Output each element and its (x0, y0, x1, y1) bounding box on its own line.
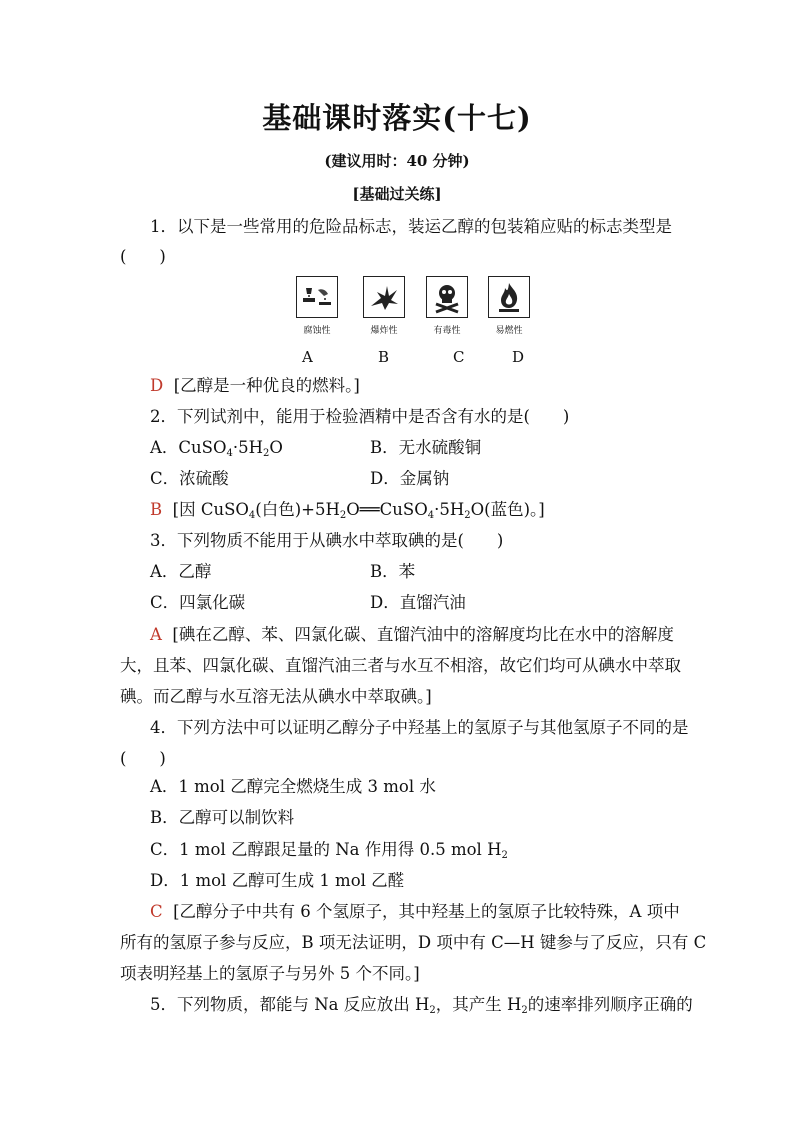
sign-caption: 有毒性 (433, 326, 461, 336)
answer-letter: B (150, 500, 163, 519)
hazard-signs (296, 276, 536, 340)
time-note: (建议用时：40 分钟) (324, 152, 470, 170)
q4-option-a: A．1 mol 乙醇完全燃烧生成 3 mol 水 (150, 777, 436, 796)
sign-caption: 爆炸性 (370, 326, 398, 336)
option-d: D．金属钠 (370, 469, 450, 488)
q4-explanation-line3: 项表明羟基上的氢原子与另外 5 个不同。] (120, 964, 420, 983)
q2-stem: 2．下列试剂中，能用于检验酒精中是否含有水的是( ) (150, 407, 570, 426)
q4-option-b: B．乙醇可以制饮料 (150, 808, 295, 827)
q4-blank: ( ) (120, 749, 166, 768)
q1-blank: ( ) (120, 247, 166, 266)
q5-stem: 5．下列物质，都能与 Na 反应放出 $H_2$，其产生 $H_2$的速率排列顺序正确的 (150, 995, 693, 1016)
q3-answer-line (150, 624, 674, 646)
answer-letter: D (150, 376, 164, 395)
option-letter: A (302, 348, 313, 366)
q4-option-d: D．1 mol 乙醇可生成 1 mol 乙醛 (150, 871, 405, 890)
q2-answer-line (150, 499, 545, 527)
explanation: [乙醇分子中共有 6 个氢原子，其中羟基上的氢原子比较特殊，A 项中 (173, 902, 680, 921)
option-c: C．四氯化碳 (150, 593, 246, 612)
option-letter: D (512, 348, 525, 366)
flame-icon (488, 276, 530, 318)
corrosive-icon (296, 276, 338, 318)
option-a: A．乙醇 (150, 562, 212, 581)
section-heading: [基础过关练] (352, 185, 442, 203)
skull-icon (426, 276, 468, 318)
q3-options-cd (150, 592, 770, 614)
q1-answer-line (150, 375, 360, 397)
option-letter: B (378, 348, 390, 366)
sign-caption: 易燃性 (495, 326, 523, 336)
q1-stem: 1．以下是一些常用的危险品标志，装运乙醇的包装箱应贴的标志类型是 (150, 217, 672, 236)
q3-explanation-line3: 碘。而乙醇与水互溶无法从碘水中萃取碘。] (120, 687, 432, 706)
explanation: [乙醇是一种优良的燃料。] (173, 376, 360, 395)
option-b: B．无水硫酸铜 (370, 438, 482, 457)
page-title: 基础课时落实(十七) (262, 101, 532, 135)
q3-stem: 3．下列物质不能用于从碘水中萃取碘的是( ) (150, 531, 504, 550)
option-c: C．浓硫酸 (150, 469, 229, 488)
q2-options-ab (150, 437, 770, 465)
option-a: A．$CuSO_4\cdot 5H_2O$ (150, 438, 283, 459)
option-b: B．苯 (370, 562, 416, 581)
q4-option-c: C．1 mol 乙醇跟足量的 Na 作用得 0.5 mol $H_2$ (150, 840, 508, 861)
q3-options-ab (150, 561, 770, 583)
explosive-icon (363, 276, 405, 318)
explanation: [碘在乙醇、苯、四氯化碳、直馏汽油中的溶解度均比在水中的溶解度 (172, 625, 674, 644)
option-d: D．直馏汽油 (370, 593, 466, 612)
q4-answer-line (150, 901, 680, 923)
option-letter: C (453, 348, 465, 366)
q4-stem: 4．下列方法中可以证明乙醇分子中羟基上的氢原子与其他氢原子不同的是 (150, 718, 689, 737)
sign-caption: 腐蚀性 (303, 326, 331, 336)
answer-letter: C (150, 902, 163, 921)
q4-explanation-line2: 所有的氢原子参与反应，B 项无法证明，D 项中有 C—H 键参与了反应，只有 C (120, 933, 707, 952)
q3-explanation-line2: 大，且苯、四氯化碳、直馏汽油三者与水互不相溶，故它们均可从碘水中萃取 (120, 656, 681, 675)
explanation: [因 CuSO$_4$(白色)$+5H_2O══CuSO_4\cdot 5H_2O$(蓝色)。] (172, 500, 545, 521)
q2-options-cd (150, 468, 770, 490)
answer-letter: A (150, 625, 162, 644)
